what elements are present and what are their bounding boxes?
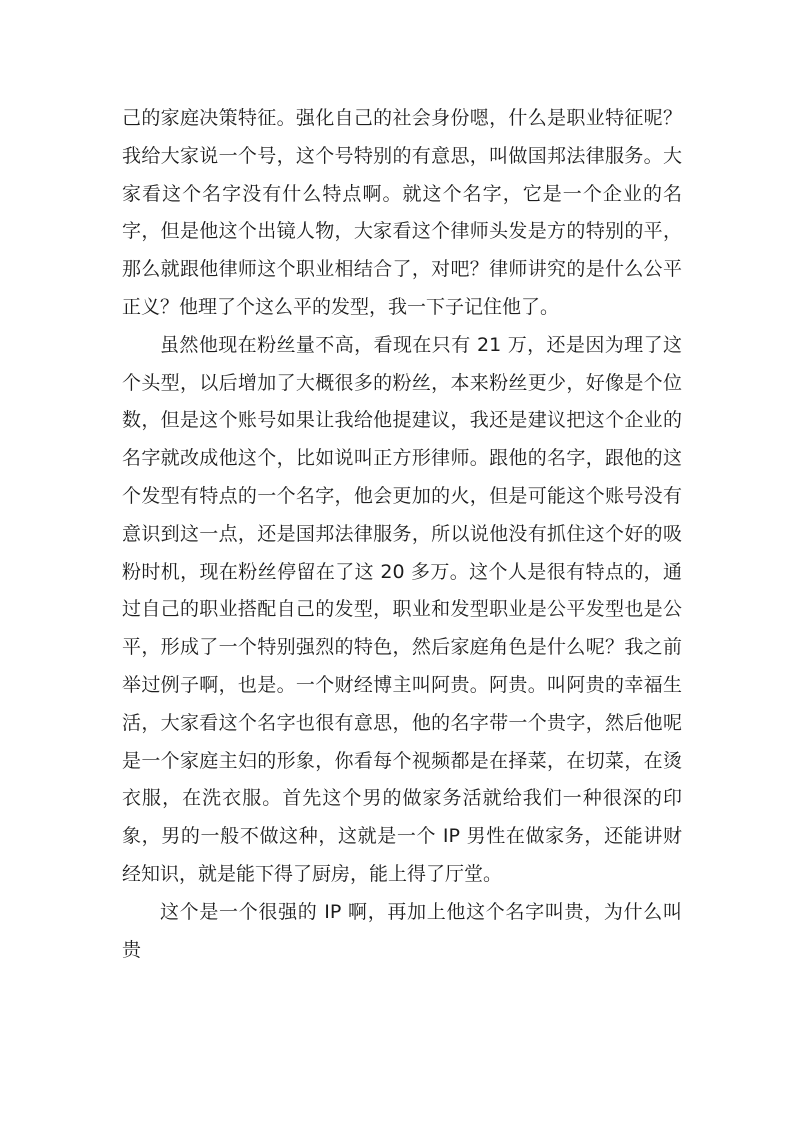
paragraph-3: 这个是一个很强的 IP 啊，再加上他这个名字叫贵，为什么叫贵	[122, 900, 682, 961]
paragraph-2: 虽然他现在粉丝量不高，看现在只有 21 万，还是因为理了这个头型，以后增加了大概很多的粉丝，本来粉丝更少，好像是个位数，但是这个账号如果让我给他提建议，我还是建议把这个企业的名字就改成他这个，比如说叫正方形律师。跟他的名字，跟他的这个发型有特点的一个名字，他会更加的火，但是可能这个账号没有意识到这一点，还是国邦法律服务，所以说他没有抓住这个好的吸粉时机，现在粉丝停留在了这 20 多万。这个人是很有特点的，通过自己的职业搭配自己的发型，职业和发型职业是公平发型也是公平，形成了一个特别强烈的特色，然后家庭角色是什么呢？我之前举过例子啊，也是。一个财经博主叫阿贵。阿贵。叫阿贵的幸福生活，大家看这个名字也很有意思，他的名字带一个贵字，然后他呢是一个家庭主妇的形象，你看每个视频都是在择菜，在切菜，在烫衣服，在洗衣服。首先这个男的做家务活就给我们一种很深的印象，男的一般不做这种，这就是一个 IP 男性在做家务，还能讲财经知识，就是能下得了厨房，能上得了厅堂。	[122, 333, 682, 885]
document-body	[122, 100, 682, 969]
paragraph-1: 己的家庭决策特征。强化自己的社会身份嗯，什么是职业特征呢？我给大家说一个号，这个号特别的有意思，叫做国邦法律服务。大家看这个名字没有什么特点啊。就这个名字，它是一个企业的名字，但是他这个出镜人物，大家看这个律师头发是方的特别的平，那么就跟他律师这个职业相结合了，对吧？律师讲究的是什么公平正义？他理了个这么平的发型，我一下子记住他了。	[122, 107, 682, 318]
